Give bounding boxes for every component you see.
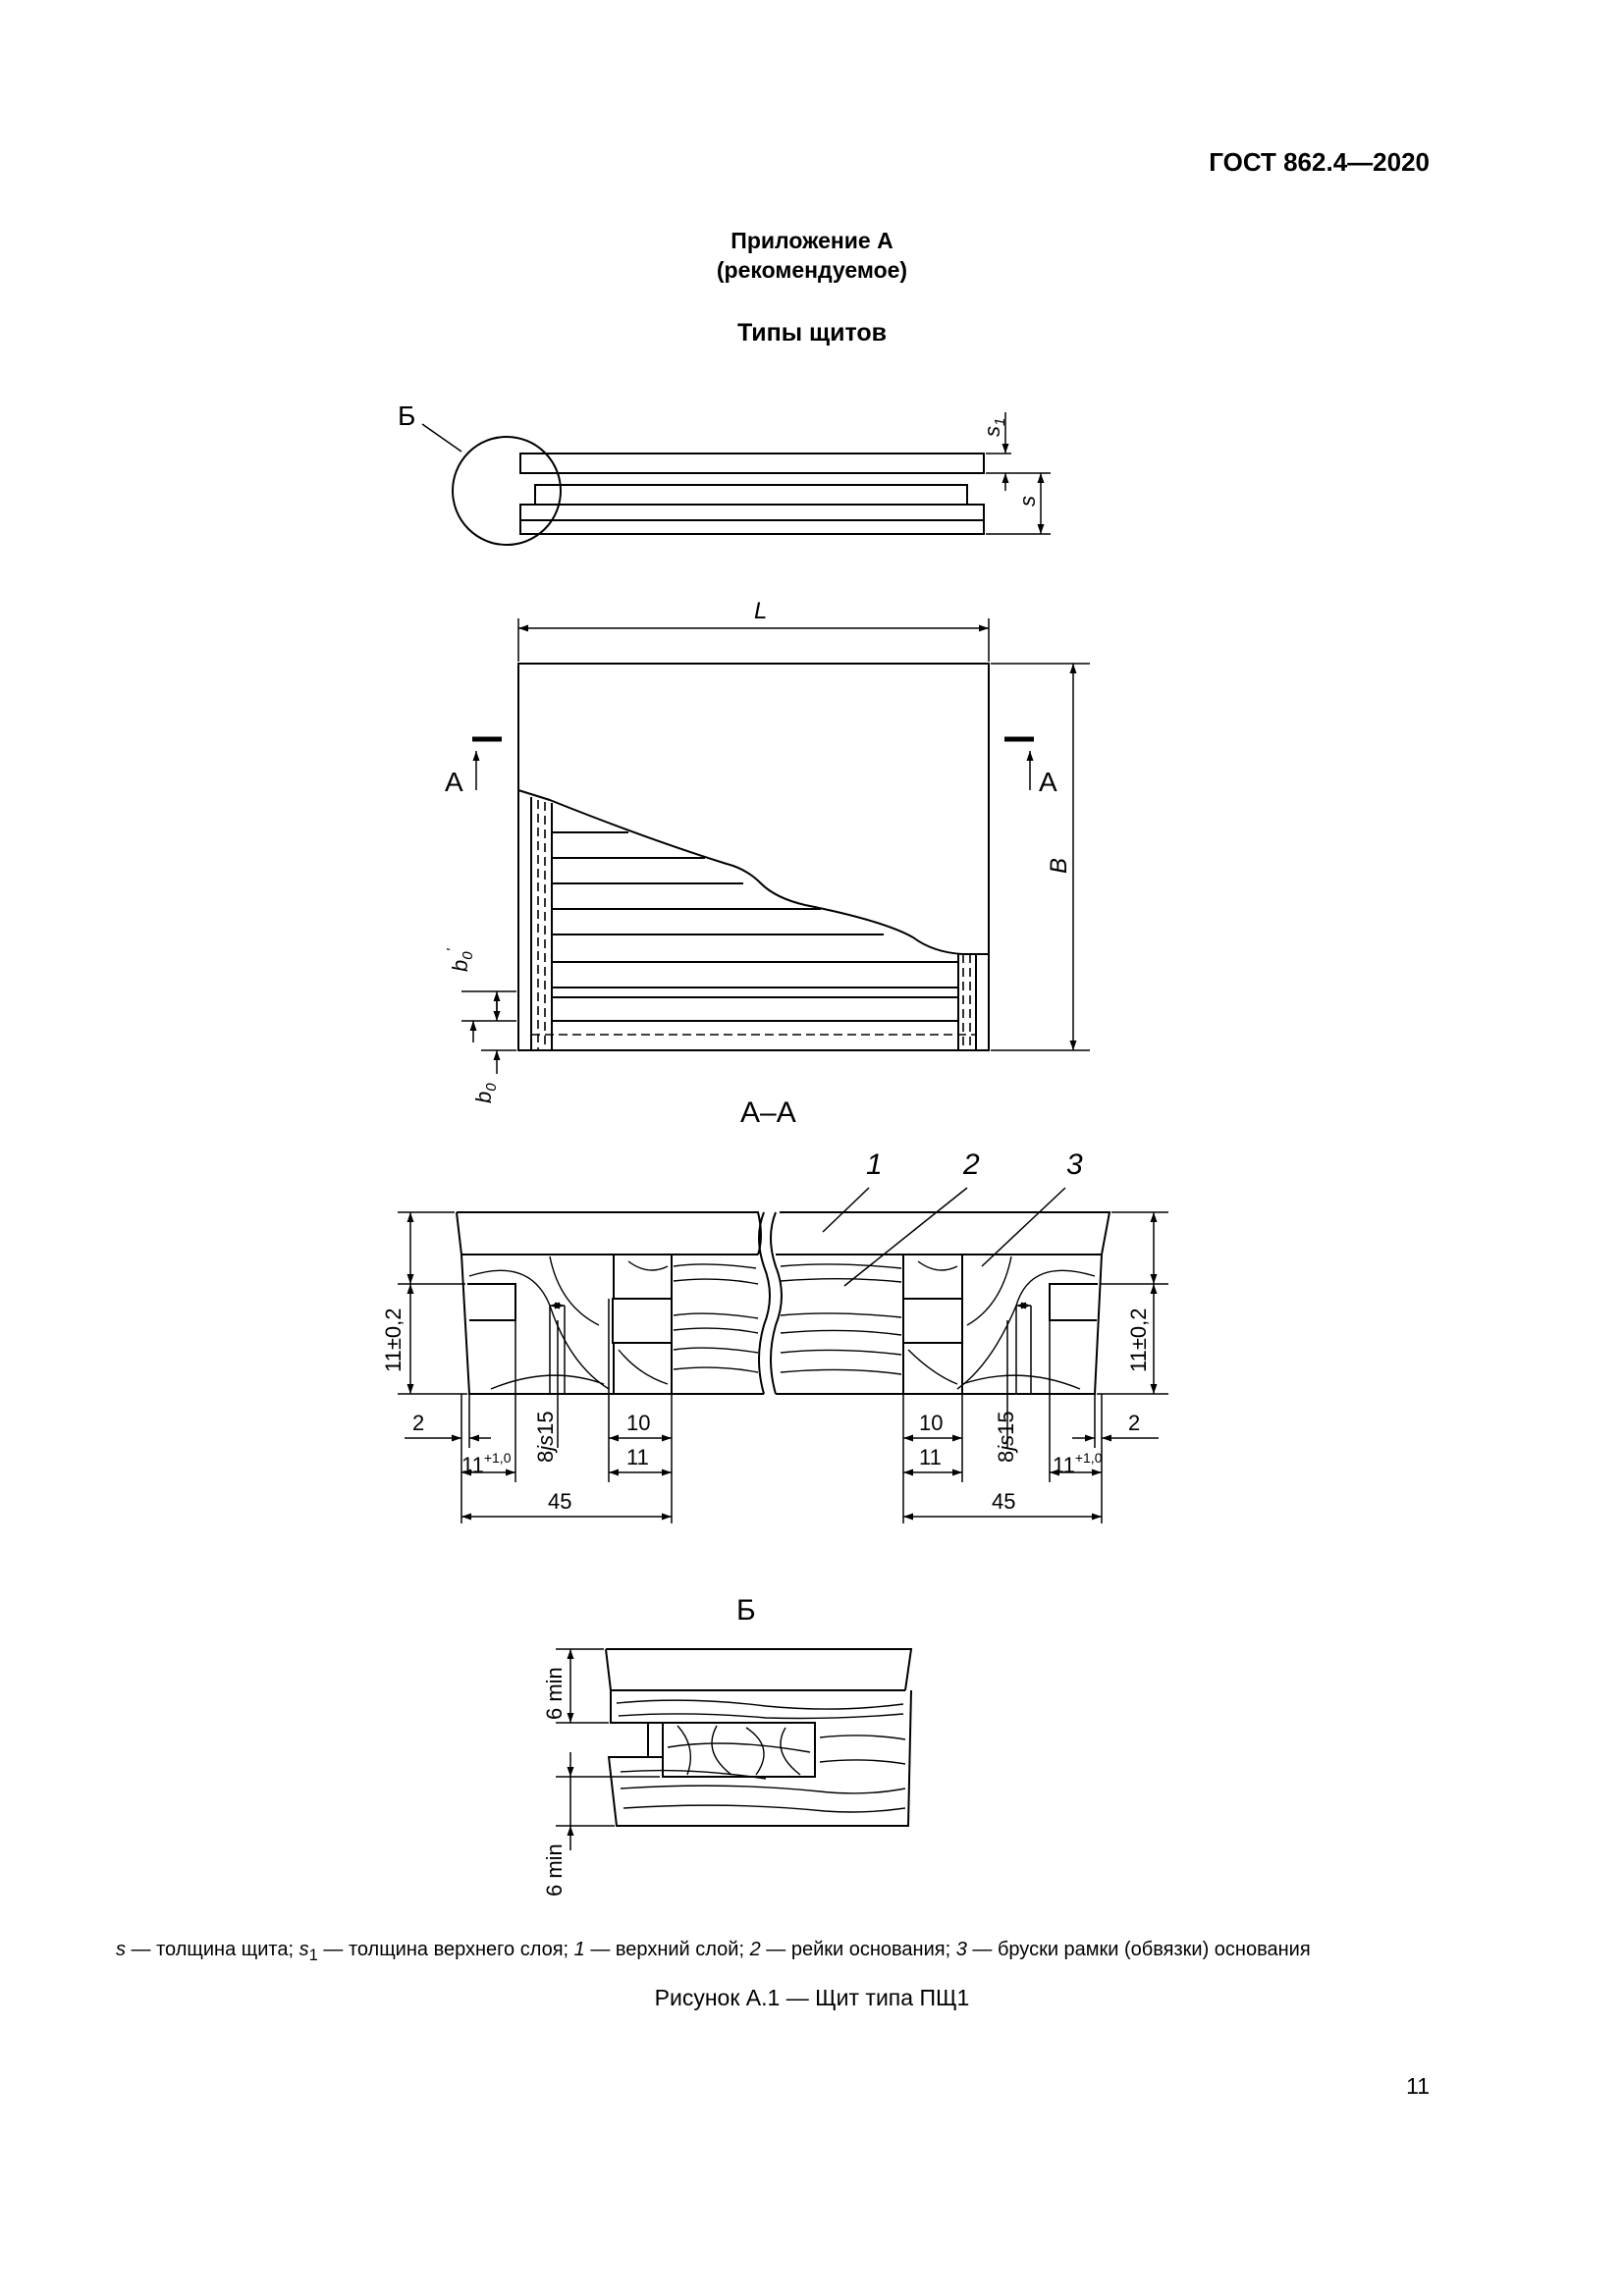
dim-11-tol-left: 11±0,2 — [381, 1308, 406, 1372]
document-id: ГОСТ 862.4—2020 — [1209, 147, 1430, 177]
plan-view — [461, 618, 1090, 1074]
section-title: Типы щитов — [736, 319, 888, 347]
dim-11-tol-right: 11±0,2 — [1126, 1308, 1151, 1372]
dim-45-left: 45 — [548, 1489, 572, 1514]
detail-b-circle — [453, 437, 561, 545]
dim-10-left: 10 — [626, 1411, 651, 1435]
section-aa-title: А–А — [740, 1096, 796, 1129]
detail-b-title: Б — [736, 1594, 756, 1627]
dim-11-plus-left: $11^{+1,0}$ — [461, 1450, 512, 1477]
dim-8js15-left: 8js15 — [533, 1411, 558, 1463]
dim-s-label: s — [1015, 496, 1040, 507]
dim-b0-label: $b_0$ — [471, 1083, 500, 1103]
dim-s1-label: $s_1$ — [980, 417, 1008, 437]
dim-8js15-right: 8js15 — [994, 1411, 1018, 1463]
side-view — [422, 412, 1051, 545]
callout-b-label: Б — [398, 400, 416, 431]
dim-10-right: 10 — [919, 1411, 944, 1435]
detail-b — [556, 1649, 911, 1850]
position-2: 2 — [963, 1148, 980, 1181]
figure-caption: Рисунок А.1 — Щит типа ПЩ1 — [654, 1985, 970, 2010]
dim-11-right: 11 — [919, 1445, 942, 1469]
dim-l-label: L — [754, 598, 768, 624]
dim-6min-bottom: 6 min — [542, 1843, 567, 1896]
dim-b0-prime-label: $b_0'$ — [444, 948, 476, 972]
dim-6min-top: 6 min — [542, 1667, 567, 1720]
dim-11-plus-right: $11^{+1,0}$ — [1053, 1450, 1103, 1477]
page-number: 11 — [1406, 2073, 1430, 2099]
figure-legend: s — толщина щита; $s_1$ — толщина верхнего слоя; 1 — верхний слой; 2 — рейки основания; 3 — бруски рамки (обвязки) основания — [116, 1939, 1311, 1964]
appendix-subtitle: (рекомендуемое) — [716, 257, 908, 283]
section-mark-right: А — [1039, 767, 1057, 797]
dim-11-left: 11 — [626, 1445, 649, 1469]
dim-2-left: 2 — [412, 1411, 425, 1435]
position-1: 1 — [866, 1148, 883, 1181]
dim-2-right: 2 — [1128, 1411, 1141, 1435]
dim-b-label: B — [1046, 857, 1072, 874]
dim-45-right: 45 — [992, 1489, 1016, 1514]
position-3: 3 — [1066, 1148, 1083, 1181]
appendix-title: Приложение А — [731, 228, 893, 253]
section-mark-left: А — [445, 767, 463, 797]
